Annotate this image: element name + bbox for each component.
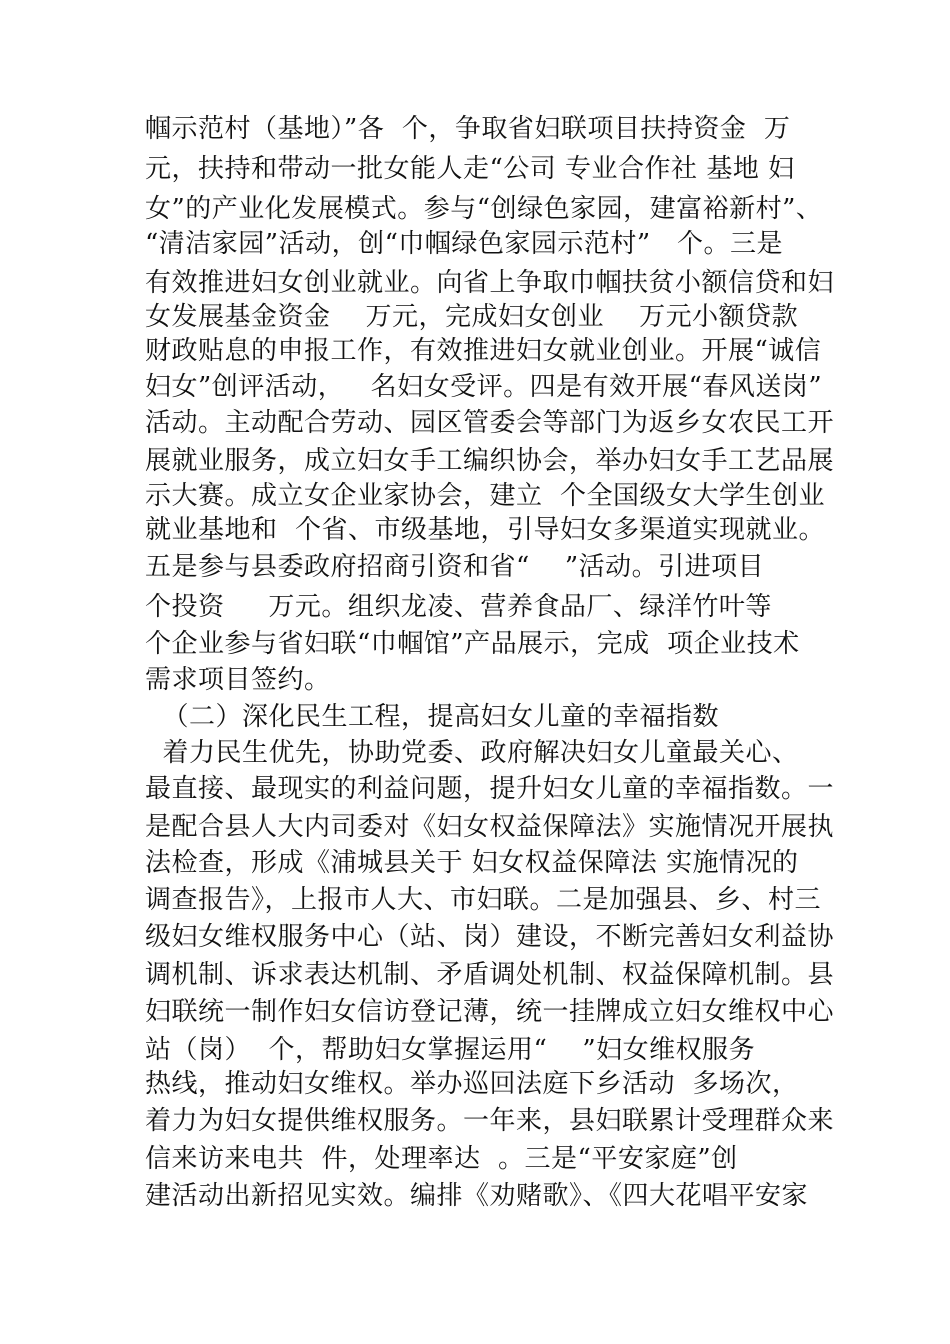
text-line: 调查报告》，上报市人大、市妇联。二是加强县、乡、村三 [145,885,822,915]
text-line: 有效推进妇女创业就业。向省上争取巾帼扶贫小额信贷和妇 [145,268,835,298]
text-line: 财政贴息的申报工作，有效推进妇女就业创业。开展“诚信 [145,336,822,366]
text-line: 女发展基金资金 万元，完成妇女创业 万元小额贷款 [145,302,799,332]
text-line: 调机制、诉求表达机制、矛盾调处机制、权益保障机制。县 [145,960,835,990]
text-line: 是配合县人大内司委对《妇女权益保障法》实施情况开展执 [145,812,835,842]
text-line: 需求项目签约。 [145,665,331,695]
text-line: 五是参与县委政府招商引资和省“ ”活动。引进项目 [145,552,765,582]
text-line: “清洁家园”活动，创“巾帼绿色家园示范村” 个。三是 [145,229,783,259]
text-line: 站（岗） 个，帮助妇女掌握运用“ ”妇女维权服务 [145,1035,756,1065]
text-line: 最直接、最现实的利益问题，提升妇女儿童的幸福指数。一 [145,774,835,804]
text-line: 个企业参与省妇联“巾帼馆”产品展示，完成 项企业技术 [145,629,800,659]
text-line: 活动。主动配合劳动、园区管委会等部门为返乡女农民工开 [145,408,835,438]
text-line: 女”的产业化发展模式。参与“创绿色家园，建富裕新村”、 [145,194,823,224]
text-line: 就业基地和 个省、市级基地，引导妇女多渠道实现就业。 [145,515,826,545]
text-line: 妇联统一制作妇女信访登记薄，统一挂牌成立妇女维权中心 [145,997,835,1027]
text-line: 着力为妇女提供维权服务。一年来，县妇联累计受理群众来 [145,1106,835,1136]
text-line: 法检查，形成《浦城县关于 妇女权益保障法 实施情况的 [145,848,799,878]
text-line: 信来访来电共 件，处理率达 。三是“平安家庭”创 [145,1144,738,1174]
text-line: 元，扶持和带动一批女能人走“公司 专业合作社 基地 妇 [145,154,795,184]
text-line: 妇女”创评活动， 名妇女受评。四是有效开展“春风送岗” [145,372,823,402]
text-line: 级妇女维权服务中心（站、岗）建设，不断完善妇女利益协 [145,922,835,952]
text-line: 帼示范村（基地）”各 个，争取省妇联项目扶持资金 万 [145,114,791,144]
text-line: 建活动出新招见实效。编排《劝赌歌》、《四大花唱平安家 [145,1181,809,1211]
text-line: 展就业服务，成立妇女手工编织协会，举办妇女手工艺品展 [145,446,835,476]
text-line: 个投资 万元。组织龙凌、营养食品厂、绿洋竹叶等 [145,592,772,622]
text-line: 示大赛。成立女企业家协会，建立 个全国级女大学生创业 [145,481,826,511]
text-line: 热线，推动妇女维权。举办巡回法庭下乡活动 多场次， [145,1069,799,1099]
section-heading: （二）深化民生工程，提高妇女儿童的幸福指数 [145,702,720,732]
text-line: 着力民生优先，协助党委、政府解决妇女儿童最关心、 [145,738,799,768]
